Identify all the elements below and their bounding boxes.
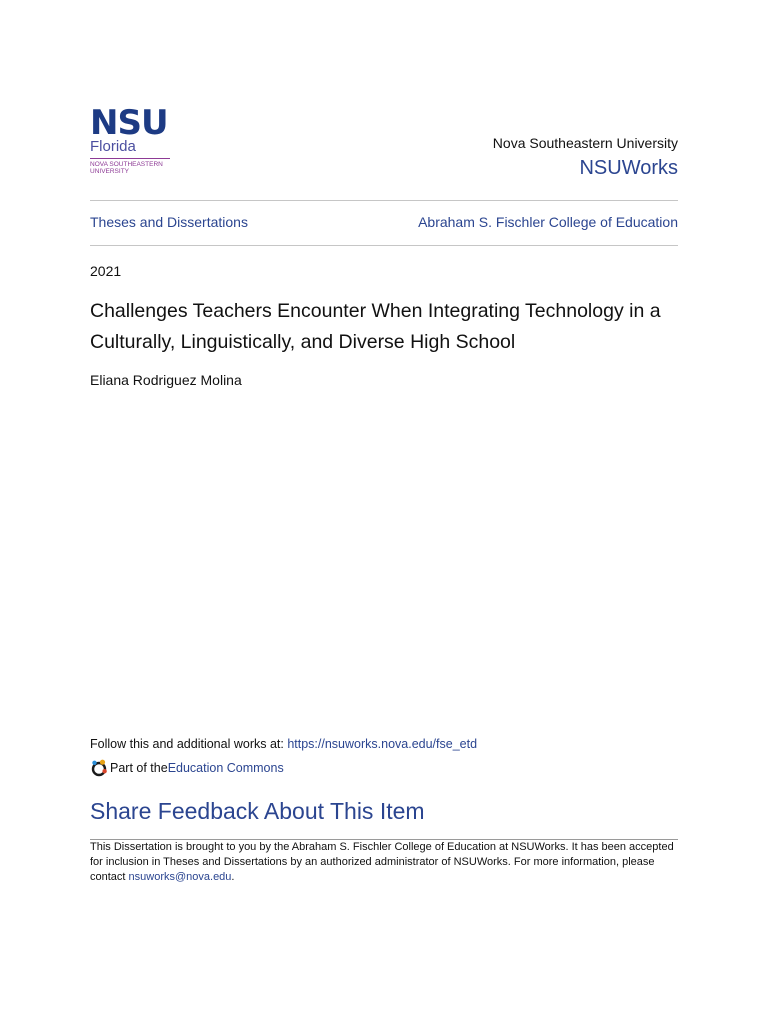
- university-name: Nova Southeastern University: [492, 135, 678, 151]
- college-of-education-link[interactable]: Abraham S. Fischler College of Education: [418, 214, 678, 230]
- part-of-prefix: Part of the: [110, 761, 168, 775]
- part-of-line: [90, 759, 284, 777]
- network-commons-icon: [90, 759, 108, 777]
- logo-florida-text: Florida: [90, 138, 136, 155]
- logo-nsu-text: NSU: [90, 103, 168, 143]
- logo-subtitle-line1: NOVA SOUTHEASTERN: [90, 161, 163, 168]
- share-feedback-link[interactable]: Share Feedback About This Item: [90, 798, 425, 824]
- theses-dissertations-link[interactable]: Theses and Dissertations: [90, 214, 248, 230]
- notice-text-block: [90, 840, 680, 885]
- nsu-florida-logo: [90, 103, 172, 175]
- nsuworks-link[interactable]: NSUWorks: [579, 157, 678, 179]
- logo-divider: [90, 158, 170, 159]
- education-commons-link[interactable]: Education Commons: [167, 761, 284, 775]
- collection-url-link[interactable]: https://nsuworks.nova.edu/fse_etd: [287, 737, 478, 751]
- divider-bottom: [90, 245, 678, 246]
- logo-subtitle-line2: UNIVERSITY: [90, 168, 130, 175]
- notice-end: .: [231, 871, 235, 883]
- divider-top: [90, 200, 678, 201]
- publication-year: 2021: [90, 263, 122, 279]
- contact-email-link[interactable]: nsuworks@nova.edu: [128, 871, 232, 883]
- document-title: Challenges Teachers Encounter When Integrating Technology in a Culturally, Linguistically, and Diverse High School: [90, 300, 661, 353]
- notice-text: This Dissertation is brought to you by the Abraham S. Fischler College of Education at NSUWorks. It has been accepted for inclusion in Theses and Dissertations by an authorized administrator of NSUWorks. For more information, please contact: [90, 841, 674, 883]
- follow-line: [90, 737, 477, 751]
- document-author: Eliana Rodriguez Molina: [90, 372, 242, 388]
- follow-prefix: Follow this and additional works at:: [90, 737, 288, 751]
